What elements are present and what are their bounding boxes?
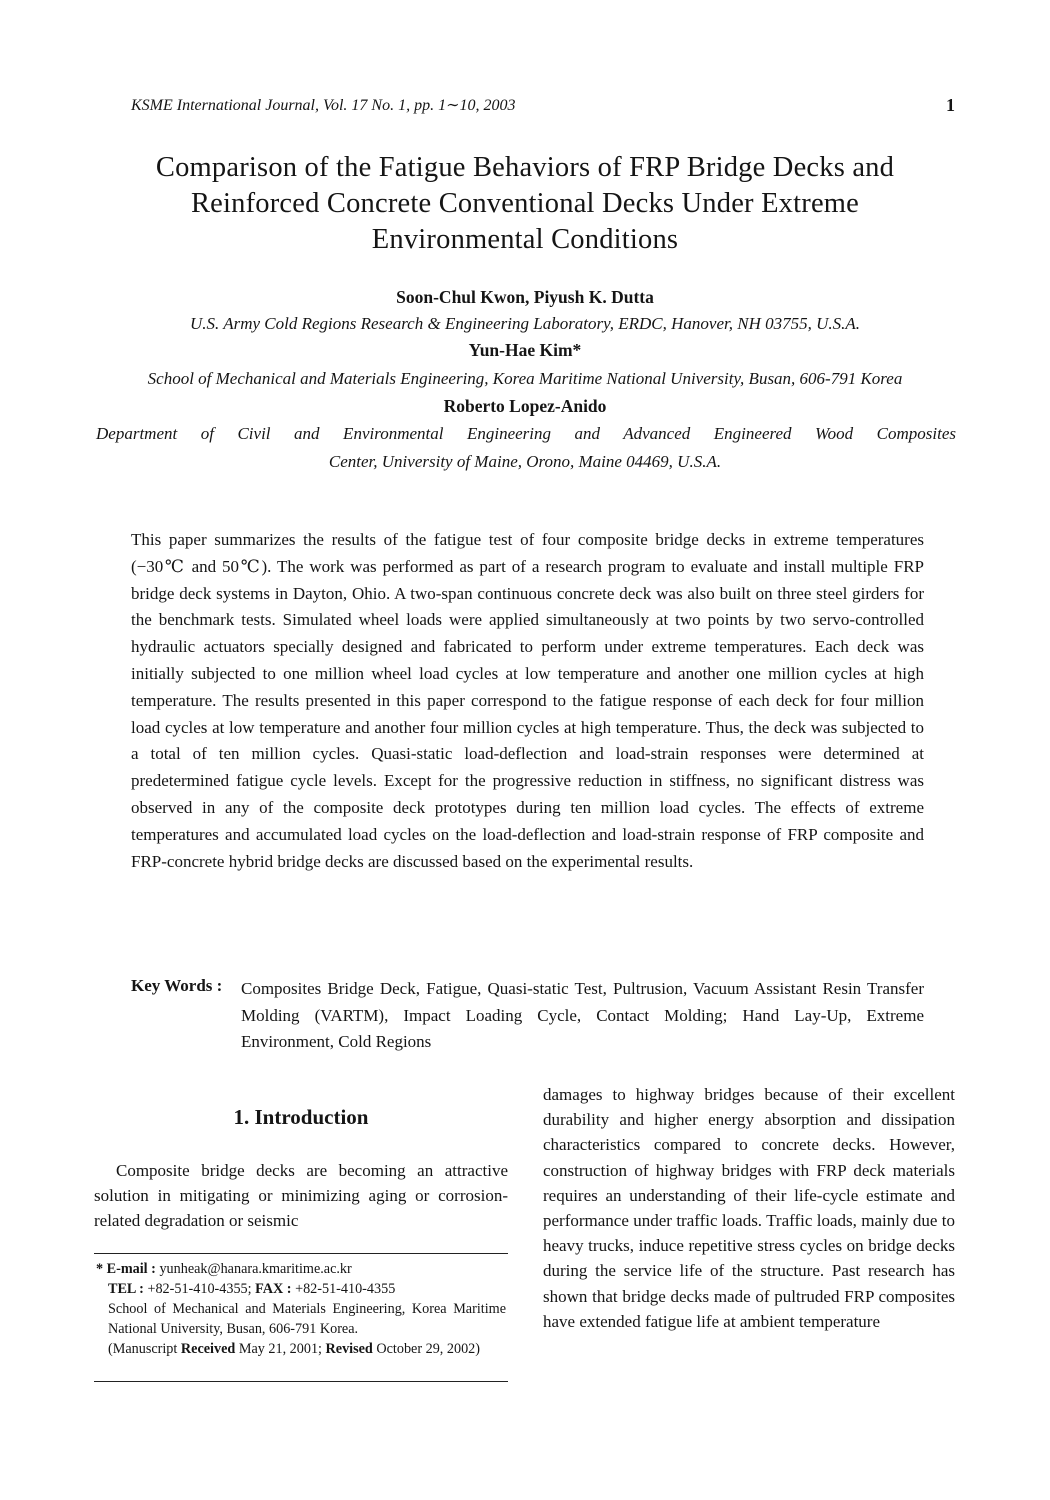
page-number: 1 [946,95,955,115]
affiliation-3-line-1: Department of Civil and Environmental Engineering and Advanced Engineered Wood Composites [96,424,956,443]
footnote-rule-top [94,1253,508,1254]
tel-label: TEL : [108,1281,144,1297]
received-label: Received [180,1341,236,1357]
affiliation-2: School of Mechanical and Materials Engineering, Korea Maritime National University, Busan, 606-791 Korea [147,369,903,388]
body-paragraph: damages to highway bridges because of their excellent durability and higher energy absorption and dissipation characteristics compared to concrete decks. However, construction of highway bridges with FRP deck materials requires an understanding of their life-cycle estimate and performance under traffic loads. Traffic loads, mainly due to heavy trucks, induce repetitive stress cycles on bridge decks during the service life of the structure. Past research has shown that bridge decks made of pultruded FRP composites have extended fatigue life at ambient temperature [543,1085,955,1331]
affiliation-1: U.S. Army Cold Regions Research & Engineering Laboratory, ERDC, Hanover, NH 03755, U.S.A. [189,314,861,333]
author-group-1: Soon-Chul Kwon, Piyush K. Dutta [396,287,654,307]
tel-number: +82-51-410-4355; [147,1281,252,1297]
revised-label: Revised [325,1341,373,1357]
keywords-label: Key Words : [131,976,223,995]
title-line: Environmental Conditions [371,224,679,255]
footnote-rule-bottom [94,1381,508,1382]
affiliation-3-line-2: Center, University of Maine, Orono, Maine 04469, U.S.A. [328,452,722,471]
running-header: KSME International Journal, Vol. 17 No. 1, pp. 1∼10, 2003 [131,97,516,114]
footnote [96,1259,506,1359]
email-address: yunheak@hanara.kmaritime.ac.kr [159,1261,352,1277]
fax-label: FAX : [255,1281,292,1297]
fax-number: +82-51-410-4355 [295,1281,396,1297]
abstract: This paper summarizes the results of the fatigue test of four composite bridge decks in extreme temperatures (−30℃ and 50℃). The work was performed as part of a research program to evaluate and install multiple FRP bridge deck systems in Dayton, Ohio. A two-span continuous concrete deck was also built on three steel girders for the benchmark tests. Simulated wheel loads were applied simultaneously at two points by two servo-controlled hydraulic actuators specially designed and fabricated to perform under extreme temperatures. Each deck was initially subjected to one million wheel load cycles at low temperature and another one million cycles at high temperature. The results presented in this paper correspond to the fatigue response of each deck for four million load cycles at low temperature and another four million cycles at high temperature. Thus, the deck was subjected to a total of ten million cycles. Quasi-static load-deflection and load-strain responses were determined at predetermined fatigue cycle levels. Except for the progressive reduction in stiffness, no significant distress was observed in any of the composite deck prototypes during ten million load cycles. The effects of extreme temperatures and accumulated load cycles on the load-deflection and load-strain response of FRP composite and FRP-concrete hybrid bridge decks are discussed based on the experimental results. [131,530,924,871]
title-line: Reinforced Concrete Conventional Decks Under Extreme [190,188,860,219]
footnote-address: School of Mechanical and Materials Engineering, Korea Maritime National University, Busan, 606-791 Korea. [108,1301,506,1337]
section-heading: 1. Introduction [233,1105,369,1129]
title-line: Comparison of the Fatigue Behaviors of FRP Bridge Decks and [155,152,895,183]
received-date: May 21, 2001; [238,1341,322,1357]
paper-title [60,150,990,258]
column-left-text [94,1158,508,1234]
keywords-text: Composites Bridge Deck, Fatigue, Quasi-static Test, Pultrusion, Vacuum Assistant Resin Transfer Molding (VARTM), Impact Loading Cycle, Contact Molding; Hand Lay-Up, Extreme Environment, Cold Regions [241,979,924,1051]
column-right-text [543,1082,955,1334]
author-group-2: Yun-Hae Kim* [468,340,582,360]
author-group-3: Roberto Lopez-Anido [443,396,607,416]
email-label: * E-mail : [96,1261,156,1277]
body-paragraph: Composite bridge decks are becoming an attractive solution in mitigating or minimizing aging or corrosion-related degradation or seismic [94,1161,508,1231]
revised-date: October 29, 2002) [376,1341,480,1357]
manuscript-open: (Manuscript [108,1341,178,1357]
